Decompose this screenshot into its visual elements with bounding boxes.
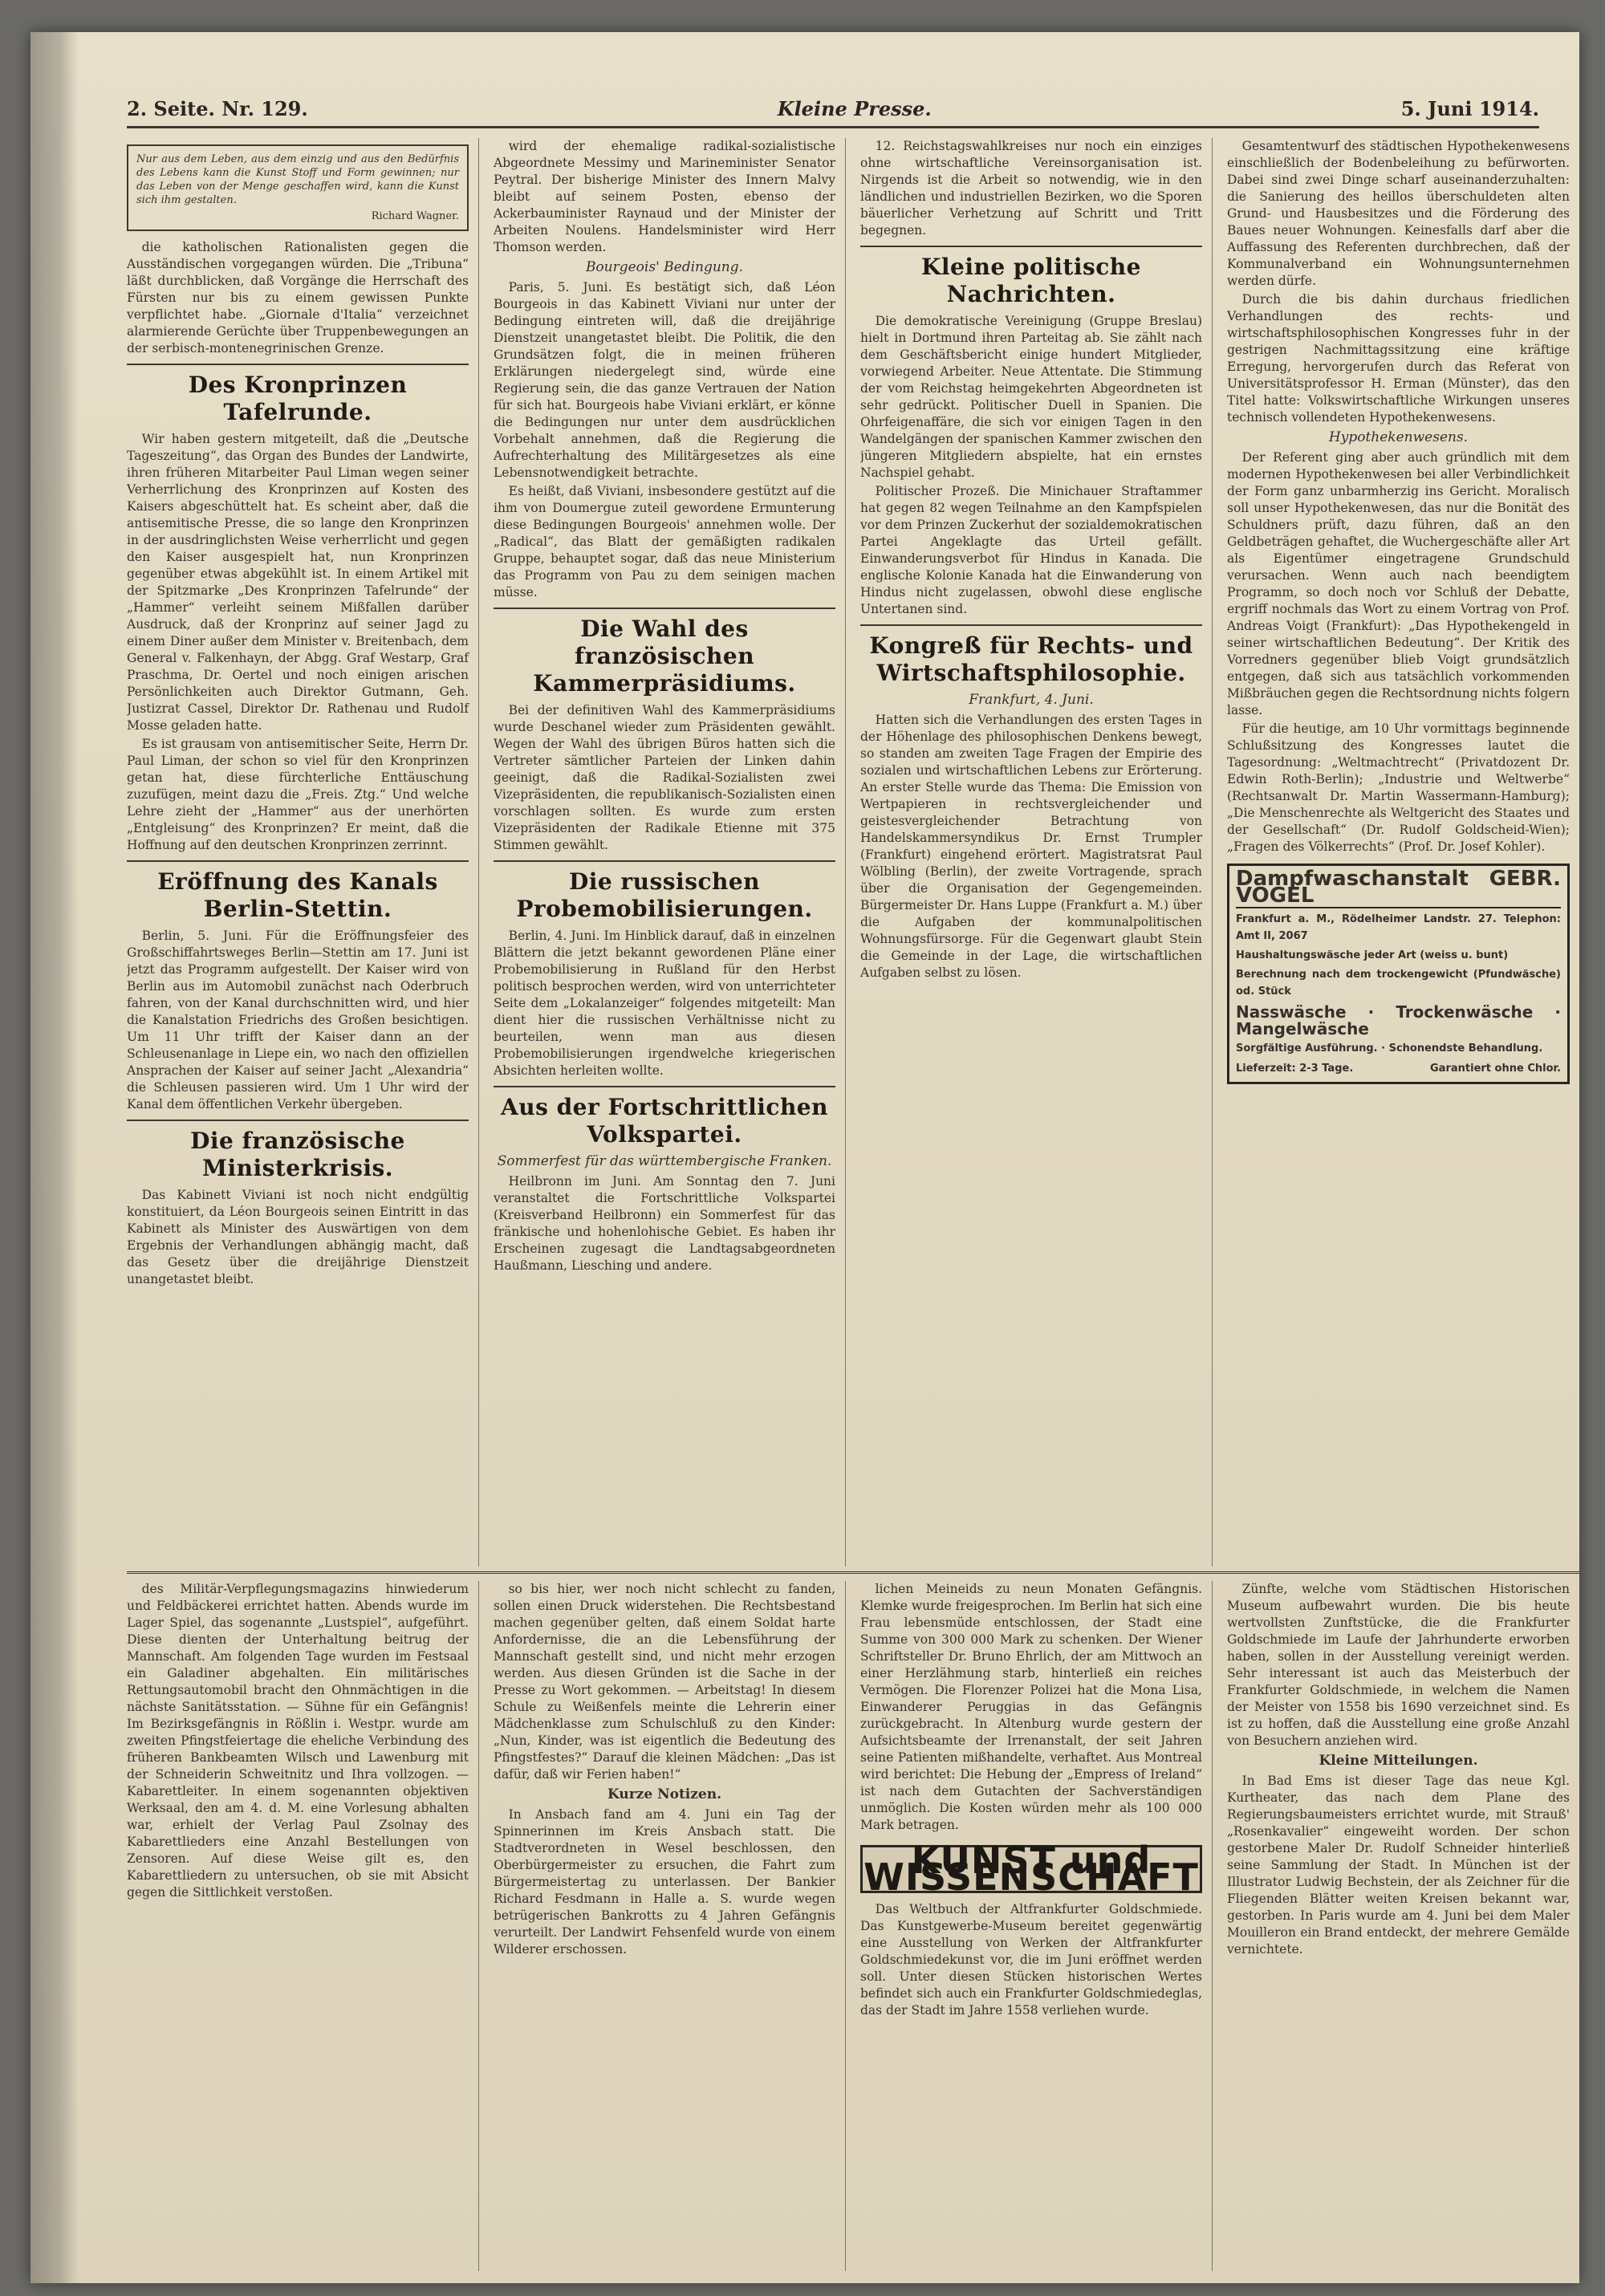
headline-kleine-nachrichten: Kleine politische Nachrichten.	[921, 254, 1141, 307]
divider	[494, 860, 835, 862]
newspaper-page	[30, 32, 1579, 2283]
headline-kongress: Kongreß für Rechts- und Wirtschaftsphilosophie.	[869, 632, 1193, 686]
article-text: Das Weltbuch der Altfrankfurter Goldschmiede. Das Kunstgewerbe-Museum bereitet gegenwärtig eine Ausstellung von Werken der Altfrankfurter Goldschmiedekunst vor, die im Juni eröffnet werden soll. Unter diesen Stücken historischen Wertes befindet sich auch ein Frankfurter Goldschmiedeglas, das der Stadt im Jahre 1558 verliehen wurde.	[860, 1902, 1202, 2018]
ad-line: Haushaltungswäsche jeder Art (weiss u. bunt)	[1236, 949, 1509, 961]
lower-column-3	[860, 1581, 1213, 2271]
article-text: In Bad Ems ist dieser Tage das neue Kgl. Kurtheater, das nach dem Plane des Regierungsbaumeisters errichtet wurde, mit Strauß' „Rosenkavalier“ eingeweiht worden. Der schon gestorbene Maler Dr. Rudolf Schneider hinterließ seine Sammlung der Stadt. In München ist der Illustrator Ludwig Bechstein, der als Zeichner für die Fliegenden Blätter weiten Kreisen bekannt war, gestorben. In Paris wurde am 4. Juni bei dem Maler Mouilleron ein Brand entdeckt, der mehrere Gemälde vernichtete.	[1227, 1774, 1570, 1957]
article-text: 12. Reichstagswahlkreises nur noch ein einziges ohne wirtschaftliche Vereinsorganisation ist. Nirgends ist die Arbeit so notwendig, wie in den ländlichen und industriellen Bezirken, wo die Sporen bäuerlicher Verhetzung auf Schritt und Tritt begegnen.	[860, 139, 1202, 238]
page-number: 2. Seite. Nr. 129.	[127, 97, 308, 120]
article-text: Der Referent ging aber auch gründlich mit dem modernen Hypothekenwesen bei aller Verbindlichkeit der Form ganz unbarmherzig ins Gericht. Moralisch soll unser Hypothekenwesen, das nur die Bonität des Schuldners prüft, dazu führen, daß an den Geldbeträgen gehaftet, die Wuchergeschäfte aller Art als Eigentümer eingetragene Grundschuld verursachen. Wenn auch nach beendigtem Programm, so doch noch vor Schluß der Debatte, ergriff nochmals das Wort zu einem Vortrag von Prof. Andreas Voigt (Frankfurt): „Das Hypothekengeld in seiner wirtschaftlichen Bedeutung“. Der Kritik des Vorredners gegenüber blieb Voigt grundsätzlich entgegen, daß sich aus tatsächlich vorkommenden Mißbräuchen gegen die Rechtsordnung nichts folgern lasse.	[1227, 450, 1570, 717]
article-text: Durch die bis dahin durchaus friedlichen Verhandlungen des rechts- und wirtschaftsphilosophischen Kongresses fuhr in der gestrigen Nachmittagssitzung eine kräftige Erregung, hervorgerufen durch das Referat von Universitätsprofessor H. Erman (Münster), das den Titel hatte: Volkswirtschaftliche Wirkungen unseres technisch vollendeten Hypothekenwesens.	[1227, 292, 1570, 425]
column-2	[494, 138, 846, 1567]
ad-address: Frankfurt a. M., Rödelheimer Landstr. 27. Telephon: Amt II, 2067	[1236, 913, 1561, 942]
article-text: des Militär-Verpflegungsmagazins hinwiederum und Feldbäckerei errichtet hatten. Abends wurde im Lager Spiel, das sogenannte „Lustspiel“, aufgeführt. Diese dienten der Unterhaltung beitrug der Mannschaft. Am folgenden Tage wurden im Festsaal ein Galadiner abgehalten. Ein militärisches Rettungsautomobil bracht den Ohnmächtigen in die nächste Sanitätsstation. — Sühne für ein Gefängnis! Im Bezirksgefängnis in Rößlin i. Westpr. wurde am zweiten Pfingstfeiertage die eheliche Verbindung des früheren Bankbeamten Wilsch und Lawenburg mit der Schneiderin Schweitnitz und Ihra vollzogen. — Kabarettleiter. In einem sogenannten objektiven Werksaal, den am 4. d. M. eine Vorlesung abhalten war, erhielt der Verlag Paul Zsolnay des Kabarettlieders eine Anzahl Bestellungen von Zensoren. Auf diese Weise gilt es, den Kabarettliedern zu untersuchen, ob sie mit Absicht gegen die Sittlichkeit verstoßen.	[127, 1582, 469, 1900]
headline-probemobilisierung: Die russischen Probemobilisierungen.	[516, 868, 813, 922]
ad-footer	[1236, 1060, 1561, 1077]
headline-kronprinz: Des Kronprinzen Tafelrunde.	[188, 372, 408, 425]
divider	[860, 246, 1202, 247]
article-text: Es ist grausam von antisemitischer Seite, Herrn Dr. Paul Liman, der schon so viel für den Kronprinzen getan hat, diese fürchterliche Enttäuschung zuzufügen, meint dazu die „Freis. Ztg.“ Und welche Lehre zieht der „Hammer“ aus der unerhörten „Entgleisung“ des Kronprinzen? Er meint, daß die Hoffnung auf den deutschen Kronprinzen zerrinnt.	[127, 737, 469, 852]
ad-line: Berechnung nach dem trockengewicht (Pfundwäsche) od. Stück	[1236, 969, 1561, 998]
lower-column-2	[494, 1581, 846, 2271]
kurze-notizen-heading: Kurze Notizen.	[607, 1786, 722, 1802]
article-text: Gesamtentwurf des städtischen Hypothekenwesens einschließlich der Bodenbeleihung zu befürworten. Dabei sind zwei Dinge scharf auseinanderzuhalten: die Sanierung des heillos überschuldeten alten Grund- und Hausbesitzes und die Förderung des Baues neuer Wohnungen. Keinesfalls darf aber die Auffassung des Referenten durchbrechen, daß der Kommunalverband ein Wohnungsunternehmen werden dürfe.	[1227, 139, 1570, 288]
ad-title: Dampfwaschanstalt GEBR. VOGEL	[1236, 867, 1561, 908]
article-text: Für die heutige, am 10 Uhr vormittags beginnende Schlußsitzung des Kongresses lautet die Tagesordnung: „Weltmachtrecht“ (Privatdozent Dr. Edwin Roth-Berlin); „Industrie und Weltwerbe“ (Rechtsanwalt Dr. Martin Wassermann-Hamburg); „Die Menschenrechte als Weltgericht des Staates und der Gesellschaft“ (Dr. Rudolf Goldscheid-Wien); „Fragen des Völkerrechts“ (Prof. Dr. Josef Kohler).	[1227, 721, 1570, 854]
quote-author: Richard Wagner.	[371, 210, 459, 222]
page-binding-shadow	[30, 32, 79, 2283]
article-text: wird der ehemalige radikal-sozialistische Abgeordnete Messimy und Marineminister Senator Peytral. Der bisherige Minister des Innern Malvy bleibt auf seinem Posten, ebenso der Ackerbauminister Raynaud und der Minister der Arbeiten Noulens. Handelsminister wird Herr Thomson werden.	[494, 139, 835, 254]
divider	[494, 1086, 835, 1087]
lower-column-4	[1227, 1581, 1579, 2271]
divider	[494, 608, 835, 609]
ad-line: Sorgfältige Ausführung. · Schonendste Behandlung.	[1236, 1042, 1543, 1055]
column-4	[1227, 138, 1579, 1567]
divider	[127, 860, 469, 862]
article-text: lichen Meineids zu neun Monaten Gefängnis. Klemke wurde freigesprochen. Im Berlin hat sich eine Frau lebensmüde entschlossen, der Stadt eine Summe von 300 000 Mark zu schenken. Der Wiener Schriftsteller Dr. Bruno Ehrlich, der am Mittwoch an einer Herzlähmung starb, hinterließ ein reiches Vermögen. Die Florenzer Polizei hat die Mona Lisa, Einwanderer Peruggias in das Gefängnis zurückgebracht. In Altenburg wurde gestern der Aufsichtsbeamte der Irrenanstalt, der seit Jahren seine Patienten mißhandelte, verhaftet. Aus Montreal wird berichtet: Die Hebung der „Empress of Ireland“ ist nach dem Gutachten der Sachverständigen unmöglich. Die Kosten würden mehr als 100 000 Mark betragen.	[860, 1582, 1202, 1832]
quote-box	[127, 144, 469, 231]
headline-kanal: Eröffnung des Kanals Berlin-Stettin.	[157, 868, 438, 922]
article-text: Zünfte, welche vom Städtischen Historischen Museum aufbewahrt wurden. Die bis heute wertvollsten Zunftstücke, die die Frankfurter Goldschmiede im Laufe der Jahrhunderte erworben haben, sollen in der Ausstellung vereinigt werden. Sehr interessant ist auch das Meisterbuch der Frankfurter Goldschmiede, in welchem die Namen der Meister von 1558 bis 1690 verzeichnet sind. Es ist zu hoffen, daß die Ausstellung eine große Anzahl von Besuchern anziehen wird.	[1227, 1582, 1570, 1748]
article-text: Berlin, 5. Juni. Für die Eröffnungsfeier des Großschiffahrtsweges Berlin—Stettin am 17. Juni ist jetzt das Programm aufgestellt. Der Kaiser wird von Berlin aus im Automobil zunächst nach Oderbruch fahren, von der Kanal durchschnitten wird, und hier die Kanalstation Friedrichs des Großen besichtigen. Um 11 Uhr trifft der Kaiser dann an der Schleusenanlage in Liepe ein, wo nach den offiziellen Ansprachen der Kaiser auf seiner Jacht „Alexandria“ die Schleusen passieren wird. Um 1 Uhr wird der Kanal dem öffentlichen Verkehr übergeben.	[127, 929, 469, 1111]
article-text: Es heißt, daß Viviani, insbesondere gestützt auf die ihm von Doumergue zuteil gewordene Ermunterung diese Bedingungen Bourgeois' annehmen wolle. Der „Radical“, das Blatt der gemäßigten radikalen Gruppe, behauptet sogar, daß das neue Ministerium das Programm von Pau zu dem seinigen machen müsse.	[494, 484, 835, 599]
column-3	[860, 138, 1213, 1567]
headline-ministerkrisis: Die französische Ministerkrisis.	[190, 1128, 405, 1181]
headline-kammerpraesidium: Die Wahl des französischen Kammerpräsidiums.	[533, 616, 796, 697]
ad-delivery: Lieferzeit: 2-3 Tage.	[1236, 1063, 1354, 1075]
issue-date: 5. Juni 1914.	[1400, 97, 1539, 120]
masthead-title: Kleine Presse.	[777, 97, 932, 120]
headline-volkspartei: Aus der Fortschrittlichen Volkspartei.	[501, 1094, 828, 1148]
article-text: die katholischen Rationalisten gegen die Ausständischen vorgegangen würden. Die „Tribuna“ läßt durchblicken, daß Vorgänge die Herrschaft des Fürsten nur bis zu einem gewissen Punkte verpflichtet habe. „Giornale d'Italia“ verzeichnet alarmierende Gerüchte über Truppenbewegungen an der serbisch-montenegrinischen Grenze.	[127, 240, 469, 356]
section-divider	[127, 1571, 1579, 1574]
article-text: Berlin, 4. Juni. Im Hinblick darauf, daß in einzelnen Blättern die jetzt bekannt gewordenen Pläne einer Probemobilisierung in Rußland für den Herbst politisch besprochen werden, wird von unterrichteter Seite dem „Lokalanzeiger“ folgendes mitgeteilt: Man dient hier die russischen Verhältnisse nicht zu beurteilen, wenn man aus diesen Probemobilisierungen irgendwelche kriegerischen Absichten herleiten wollte.	[494, 929, 835, 1078]
running-header	[127, 95, 1539, 128]
ad-guarantee: Garantiert ohne Chlor.	[1430, 1063, 1561, 1075]
subheading: Bourgeois' Bedingung.	[585, 259, 744, 275]
advertisement-vogel	[1227, 864, 1570, 1084]
column-1	[127, 138, 479, 1567]
article-text: Die demokratische Vereinigung (Gruppe Breslau) hielt in Dortmund ihren Parteitag ab. Sie zählt nach dem Geschäftsbericht einige hundert Mitglieder, vorwiegend Arbeiter. Neue Attentate. Die Stimmung der vom Reichstag heimgekehrten Abgeordneten ist sehr gedrückt. Politischer Duell in Spanien. Die Ohrfeigenaffäre, die sich vor einigen Tagen in den Wandelgängen der spanischen Kammer zwischen den jüngeren Mitgliedern abspielte, hat ein ernstes Nachspiel gehabt.	[860, 314, 1202, 480]
article-text: Paris, 5. Juni. Es bestätigt sich, daß Léon Bourgeois in das Kabinett Viviani nur unter der Bedingung eintreten will, daß die dreijährige Dienstzeit unangetastet bleibt. Die Politik, die den Grundsätzen folgt, die in meinen früheren Erklärungen niedergelegt sind, würde eine Regierung sein, die das ganze Vertrauen der Nation für sich hat. Bourgeois habe Viviani erklärt, er könne die Bedingungen nur unter dem ausdrücklichen Vorbehalt annehmen, daß die Regierung die Aufrechterhaltung des Militärgesetzes als eine Lebensnotwendigkeit betrachte.	[494, 280, 835, 480]
upper-columns	[127, 138, 1579, 1567]
kleine-mitteilungen-heading: Kleine Mitteilungen.	[1319, 1753, 1478, 1769]
article-text: Politischer Prozeß. Die Minichauer Straftammer hat gegen 82 wegen Teilnahme an den Kampfspielen vor dem Prinzen Zuckerhut der sozialdemokratischen Partei Angeklagte das Urteil gefällt. Einwanderungsverbot für Hindus in Kanada. Die englische Kolonie Kanada hat die Einwanderung von Hindus nicht zugelassen, obwohl diese englische Untertanen sind.	[860, 484, 1202, 616]
subheading: Sommerfest für das württembergische Franken.	[497, 1153, 832, 1169]
dateline: Frankfurt, 4. Juni.	[969, 692, 1094, 708]
ad-services: Nasswäsche · Trockenwäsche · Mangelwäsche	[1236, 1002, 1561, 1038]
article-text: so bis hier, wer noch nicht schlecht zu fanden, sollen einen Druck widerstehen. Die Rechtsbestand machen gegenüber gelten, daß einem Soldat harte Anfordernisse, die an die Lebensführung der Mannschaft gestellt sind, und nicht mehr erzogen werden. Aus diesen Gründen ist die Sache in der Presse zu Wort gekommen. — Arbeitstag! In diesem Schule zu Weißenfels meinte die Lehrerin einer Mädchenklasse zum Schulschluß zu den Kinder: „Nun, Kinder, was ist eigentlich die Bedeutung des Pfingstfestes?“ Darauf die kleinen Mädchen: „Das ist dafür, daß wir Ferien haben!“	[494, 1582, 835, 1782]
quote-text: Nur aus dem Leben, aus dem einzig und aus den Bedürfnis des Lebens kann die Kunst Stoff und Form gewinnen; nur das Leben von der Menge geschaffen wird, kann die Kunst sich ihm gestalten.	[136, 153, 459, 206]
subheading: Hypothekenwesens.	[1328, 429, 1469, 445]
article-text: Hatten sich die Verhandlungen des ersten Tages in der Höhenlage des philosophischen Denkens bewegt, so standen am zweiten Tage Fragen der Empirie des sozialen und wirtschaftlichen Lebens zur Erörterung. An erster Stelle wurde das Thema: Die Emission von Wertpapieren in rechtsvergleichender und geistesvergleichender Betrachtung von Handelskammersyndikus Dr. Ernst Trumpler (Frankfurt) eingehend erörtert. Magistratsrat Paul Wölbling (Berlin), der zweite Vortragende, sprach über die Organisation der Gegengemeinden. Bürgermeister Dr. Hans Luppe (Frankfurt a. M.) über die Aufgaben der kommunalpolitischen Wohnungsfürsorge. Für die Gegenwart glaubt Stein die Gemeinde in der Lage, die wirtschaftlichen Aufgaben selbst zu lösen.	[860, 713, 1202, 980]
divider	[127, 364, 469, 365]
lower-column-1	[127, 1581, 479, 2271]
article-text: Heilbronn im Juni. Am Sonntag den 7. Juni veranstaltet die Fortschrittliche Volkspartei (Kreisverband Heilbronn) ein Sommerfest für das fränkische und hohenlohische Gebiet. Es haben ihr Erscheinen zugesagt die Landtagsabgeordneten Haußmann, Liesching und andere.	[494, 1174, 835, 1273]
lower-columns	[127, 1581, 1579, 2271]
divider	[127, 1120, 469, 1121]
kunst-wissenschaft-banner: KUNST und WISSENSCHAFT	[860, 1845, 1202, 1893]
article-text: Bei der definitiven Wahl des Kammerpräsidiums wurde Deschanel wieder zum Präsidenten gewählt. Wegen der Wahl des übrigen Büros hatten sich die Vertreter sämtlicher Parteien der Linken dahin geeinigt, daß die Radikal-Sozialisten zwei Vizepräsidenten, die republikanisch-Sozialisten einen vorschlagen sollten. Es wurde zum ersten Vizepräsidenten der Radikale Etienne mit 375 Stimmen gewählt.	[494, 703, 835, 852]
divider	[860, 624, 1202, 626]
article-text: In Ansbach fand am 4. Juni ein Tag der Spinnerinnen im Kreis Ansbach statt. Die Stadtverordneten in Wesel beschlossen, den Oberbürgermeister zu ersuchen, die Fahrt zum Bürgermeistertag zu unterlassen. Der Bankier Richard Fesdmann in Halle a. S. wurde wegen betrügerischen Bankrotts zu 4 Jahren Gefängnis verurteilt. Der Landwirt Fehsenfeld wurde von einem Wilderer erschossen.	[494, 1807, 835, 1957]
article-text: Wir haben gestern mitgeteilt, daß die „Deutsche Tageszeitung“, das Organ des Bundes der Landwirte, ihren früheren Mitarbeiter Paul Liman wegen seiner Verherrlichung des Kronprinzen auf Kosten des Kaisers abgeschüttelt hat. Es scheint aber, daß die antisemitische Presse, die so lange den Kronprinzen in der ausdringlichsten Weise verherrlicht und gegen den Kaiser ausgespielt hat, nun Kronprinzen gegenüber etwas abgekühlt ist. In einem Artikel mit der Spitzmarke „Des Kronprinzen Tafelrunde“ der „Hammer“ verleiht seinem Mißfallen darüber Ausdruck, daß der Kronprinz auf seiner Jagd zu einem Diner außer dem Minister v. Breitenbach, dem General v. Falkenhayn, der Abgg. Graf Westarp, Graf Praschma, Dr. Oertel und noch einigen arischen Persönlichkeiten auch Direktor Gutmann, Geh. Justizrat Cassel, Direktor Dr. Rathenau und Rudolf Mosse geladen hatte.	[127, 432, 469, 733]
article-text: Das Kabinett Viviani ist noch nicht endgültig konstituiert, da Léon Bourgeois seinen Eintritt in das Kabinett als Minister des Auswärtigen von dem Ergebnis der Verhandlungen abhängig macht, daß das Gesetz über die dreijährige Dienstzeit unangetastet bleibt.	[127, 1188, 469, 1286]
